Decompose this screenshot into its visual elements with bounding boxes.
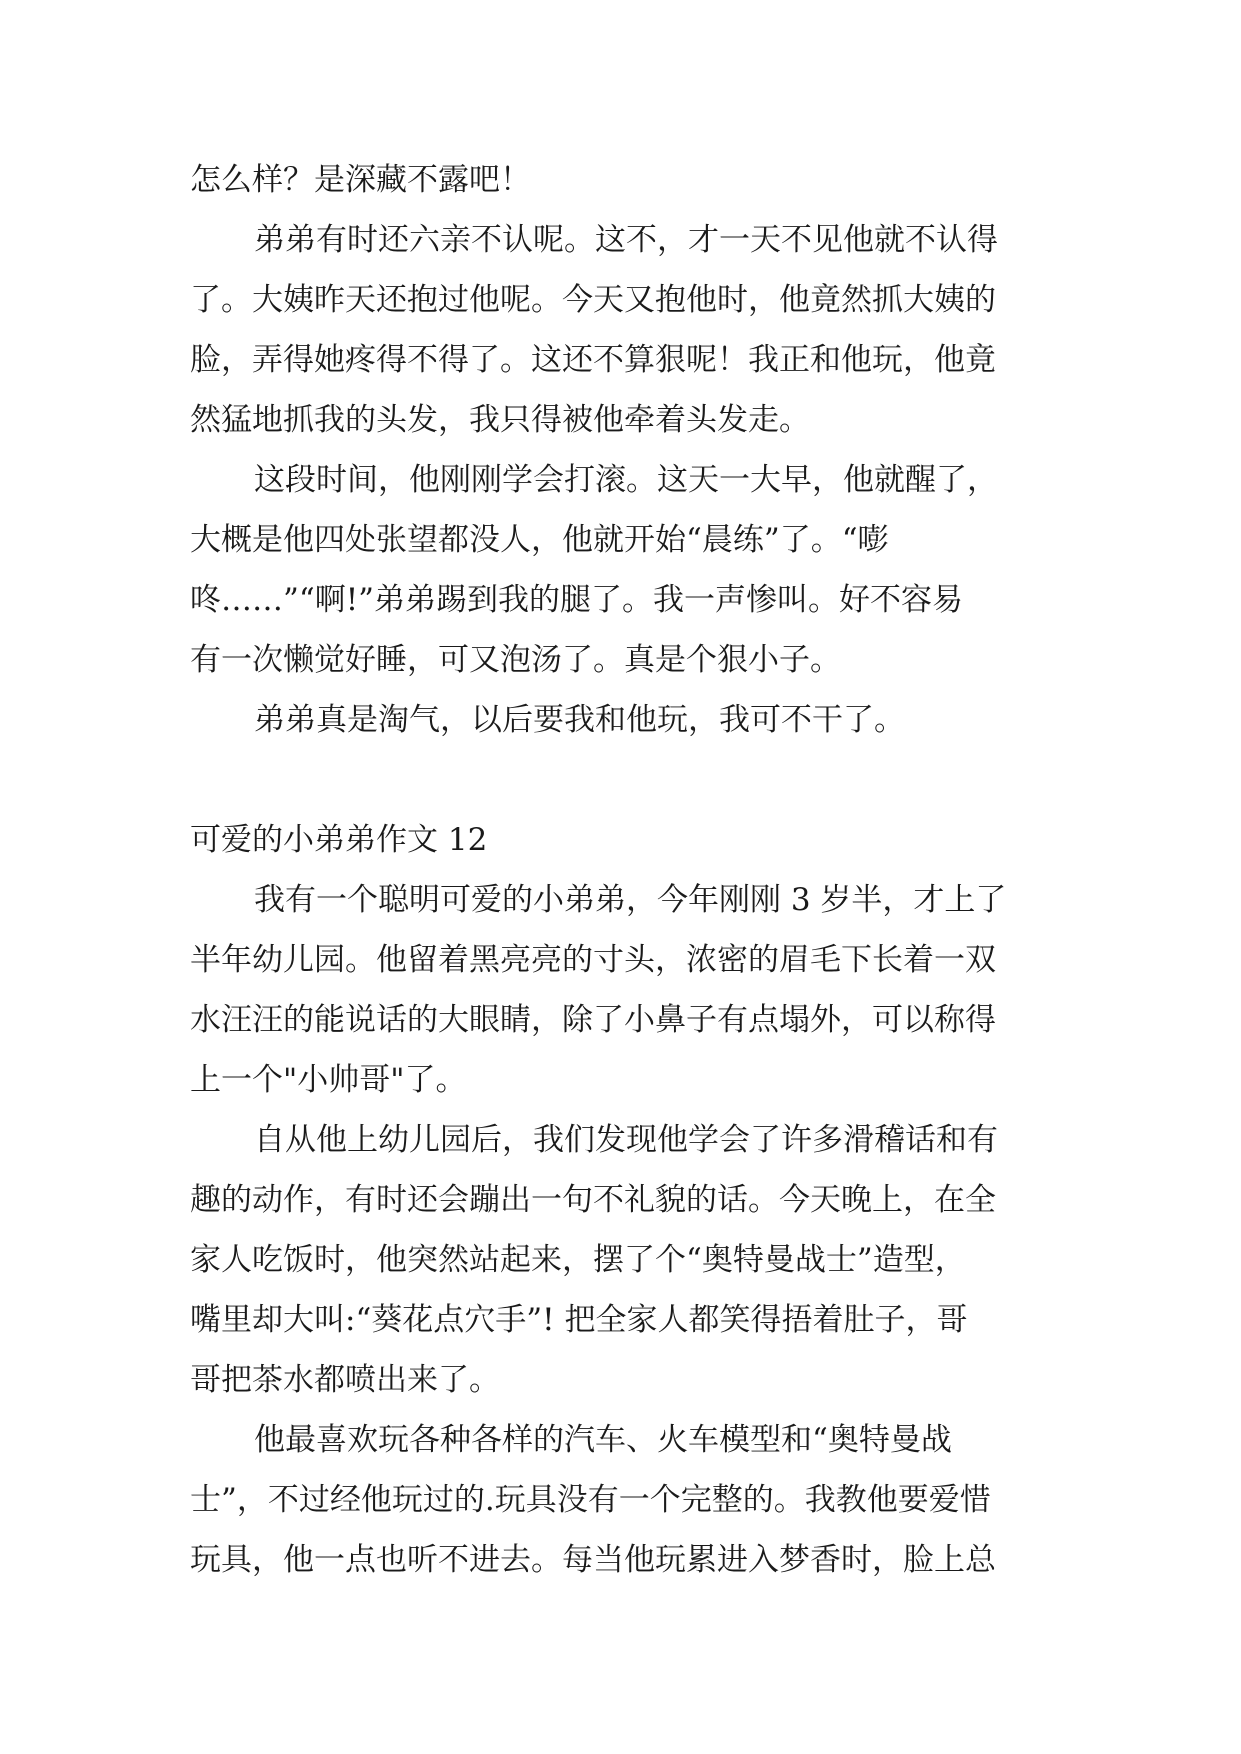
paragraph bbox=[190, 690, 1052, 750]
paragraph bbox=[190, 1410, 1052, 1590]
text-line: 上一个"小帅哥"了。 bbox=[190, 1062, 467, 1098]
paragraph bbox=[190, 1110, 1052, 1410]
text-line: 趣的动作，有时还会蹦出一句不礼貌的话。今天晚上，在全 bbox=[190, 1182, 996, 1218]
text-line: 咚……”“啊!”弟弟踢到我的腿了。我一声惨叫。好不容易 bbox=[190, 582, 963, 618]
text-line: 我有一个聪明可爱的小弟弟，今年刚刚 3 岁半，才上了 bbox=[254, 882, 1007, 918]
text-line: 弟弟有时还六亲不认呢。这不，才一天不见他就不认得 bbox=[254, 222, 998, 258]
document-body bbox=[190, 150, 1052, 1590]
text-line: 有一次懒觉好睡，可又泡汤了。真是个狠小子。 bbox=[190, 642, 841, 678]
paragraph bbox=[190, 870, 1052, 1110]
text-line: 这段时间，他刚刚学会打滚。这天一大早，他就醒了， bbox=[254, 462, 998, 498]
text-line: 水汪汪的能说话的大眼睛，除了小鼻子有点塌外，可以称得 bbox=[190, 1002, 996, 1038]
text-line: 大概是他四处张望都没人，他就开始“晨练”了。“嘭 bbox=[190, 522, 889, 558]
text-line: 怎么样？是深藏不露吧！ bbox=[190, 162, 531, 198]
text-line: 弟弟真是淘气，以后要我和他玩，我可不干了。 bbox=[254, 702, 905, 738]
text-line: 哥把茶水都喷出来了。 bbox=[190, 1362, 500, 1398]
text-line: 家人吃饭时，他突然站起来，摆了个“奥特曼战士”造型， bbox=[190, 1242, 966, 1278]
text-line: 然猛地抓我的头发，我只得被他牵着头发走。 bbox=[190, 402, 810, 438]
paragraph bbox=[190, 450, 1052, 690]
text-line: 了。大姨昨天还抱过他呢。今天又抱他时，他竟然抓大姨的 bbox=[190, 282, 996, 318]
paragraph bbox=[190, 210, 1052, 450]
text-line: 士”，不过经他玩过的.玩具没有一个完整的。我教他要爱惜 bbox=[190, 1482, 991, 1518]
text-line: 脸，弄得她疼得不得了。这还不算狠呢！我正和他玩，他竟 bbox=[190, 342, 996, 378]
text-line: 玩具，他一点也听不进去。每当他玩累进入梦香时，脸上总 bbox=[190, 1542, 996, 1578]
text-line: 自从他上幼儿园后，我们发现他学会了许多滑稽话和有 bbox=[254, 1122, 998, 1158]
section-title: 可爱的小弟弟作文 12 bbox=[190, 822, 488, 858]
text-line: 他最喜欢玩各种各样的汽车、火车模型和“奥特曼战 bbox=[254, 1422, 952, 1458]
section-gap bbox=[190, 750, 1052, 810]
text-line: 嘴里却大叫:“葵花点穴手”! 把全家人都笑得捂着肚子，哥 bbox=[190, 1302, 968, 1338]
text-line: 半年幼儿园。他留着黑亮亮的寸头，浓密的眉毛下长着一双 bbox=[190, 942, 996, 978]
